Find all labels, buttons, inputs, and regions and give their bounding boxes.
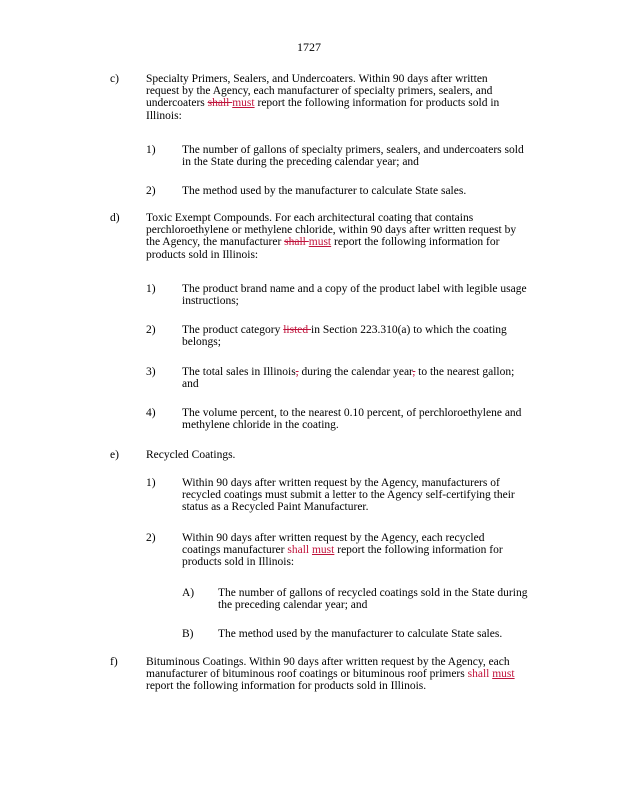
inserted-text: shall: [467, 668, 490, 681]
list-item-label: 1): [146, 283, 156, 295]
section-f-text: Bituminous Coatings. Within 90 days after written request by the Agency, each manufacturer of bituminous roof coatings or bituminous roof primers shall must report the following information for products sold in Illinois.: [146, 656, 515, 693]
section-d-label: d): [110, 212, 120, 224]
list-item: The product category listed in Section 223.310(a) to which the coating belongs;: [182, 324, 507, 349]
list-item: Within 90 days after written request by the Agency, each recycled coatings manufacturer shall must report the following information for products sold in Illinois:: [182, 532, 503, 569]
section-e-label: e): [110, 449, 119, 461]
sublist-item-label: A): [182, 587, 195, 599]
deleted-text: shall: [207, 97, 233, 110]
sublist-item: The number of gallons of recycled coatings sold in the State during the preceding calendar year; and: [218, 587, 528, 612]
list-item: The product brand name and a copy of the product label with legible usage instructions;: [182, 283, 527, 308]
list-item: Within 90 days after written request by the Agency, manufacturers of recycled coatings must submit a letter to the Agency self-certifying their status as a Recycled Paint Manufacturer.: [182, 477, 515, 514]
list-item: The total sales in Illinois, during the calendar year, to the nearest gallon; and: [182, 366, 515, 391]
list-item: The method used by the manufacturer to calculate State sales.: [182, 185, 467, 197]
list-item: The number of gallons of specialty primers, sealers, and undercoaters sold in the State during the preceding calendar year; and: [182, 144, 524, 169]
section-c-label: c): [110, 73, 119, 85]
list-item: The volume percent, to the nearest 0.10 percent, of perchloroethylene and methylene chloride in the coating.: [182, 407, 522, 432]
list-item-label: 1): [146, 477, 156, 489]
list-item-label: 3): [146, 366, 156, 378]
section-e-heading: Recycled Coatings.: [146, 449, 236, 461]
list-item-label: 2): [146, 324, 156, 336]
list-item-label: 1): [146, 144, 156, 156]
page-number: 1727: [297, 40, 321, 54]
deleted-text: ,: [412, 366, 416, 378]
deleted-text: listed: [283, 324, 312, 336]
section-c-text: Specialty Primers, Sealers, and Undercoaters. Within 90 days after written request by the Agency, each manufacturer of specialty primers, sealers, and undercoaters shall must report the following information for products sold in Illinois:: [146, 73, 500, 122]
list-item-label: 2): [146, 185, 156, 197]
inserted-text: shall: [287, 544, 310, 557]
inserted-text: must: [308, 236, 332, 249]
sublist-item: The method used by the manufacturer to calculate State sales.: [218, 628, 503, 640]
deleted-text: ,: [295, 366, 299, 378]
inserted-text: must: [492, 668, 515, 681]
section-f-label: f): [110, 656, 118, 668]
deleted-text: shall: [284, 236, 309, 249]
sublist-item-label: B): [182, 628, 194, 640]
inserted-text: must: [311, 544, 335, 557]
inserted-text: must: [232, 97, 255, 110]
list-item-label: 4): [146, 407, 156, 419]
section-d-text: Toxic Exempt Compounds. For each architectural coating that contains perchloroethylene or methylene chloride, within 90 days after written request by the Agency, the manufacturer shall must report the following information for products sold in Illinois:: [146, 212, 517, 261]
list-item-label: 2): [146, 532, 156, 544]
